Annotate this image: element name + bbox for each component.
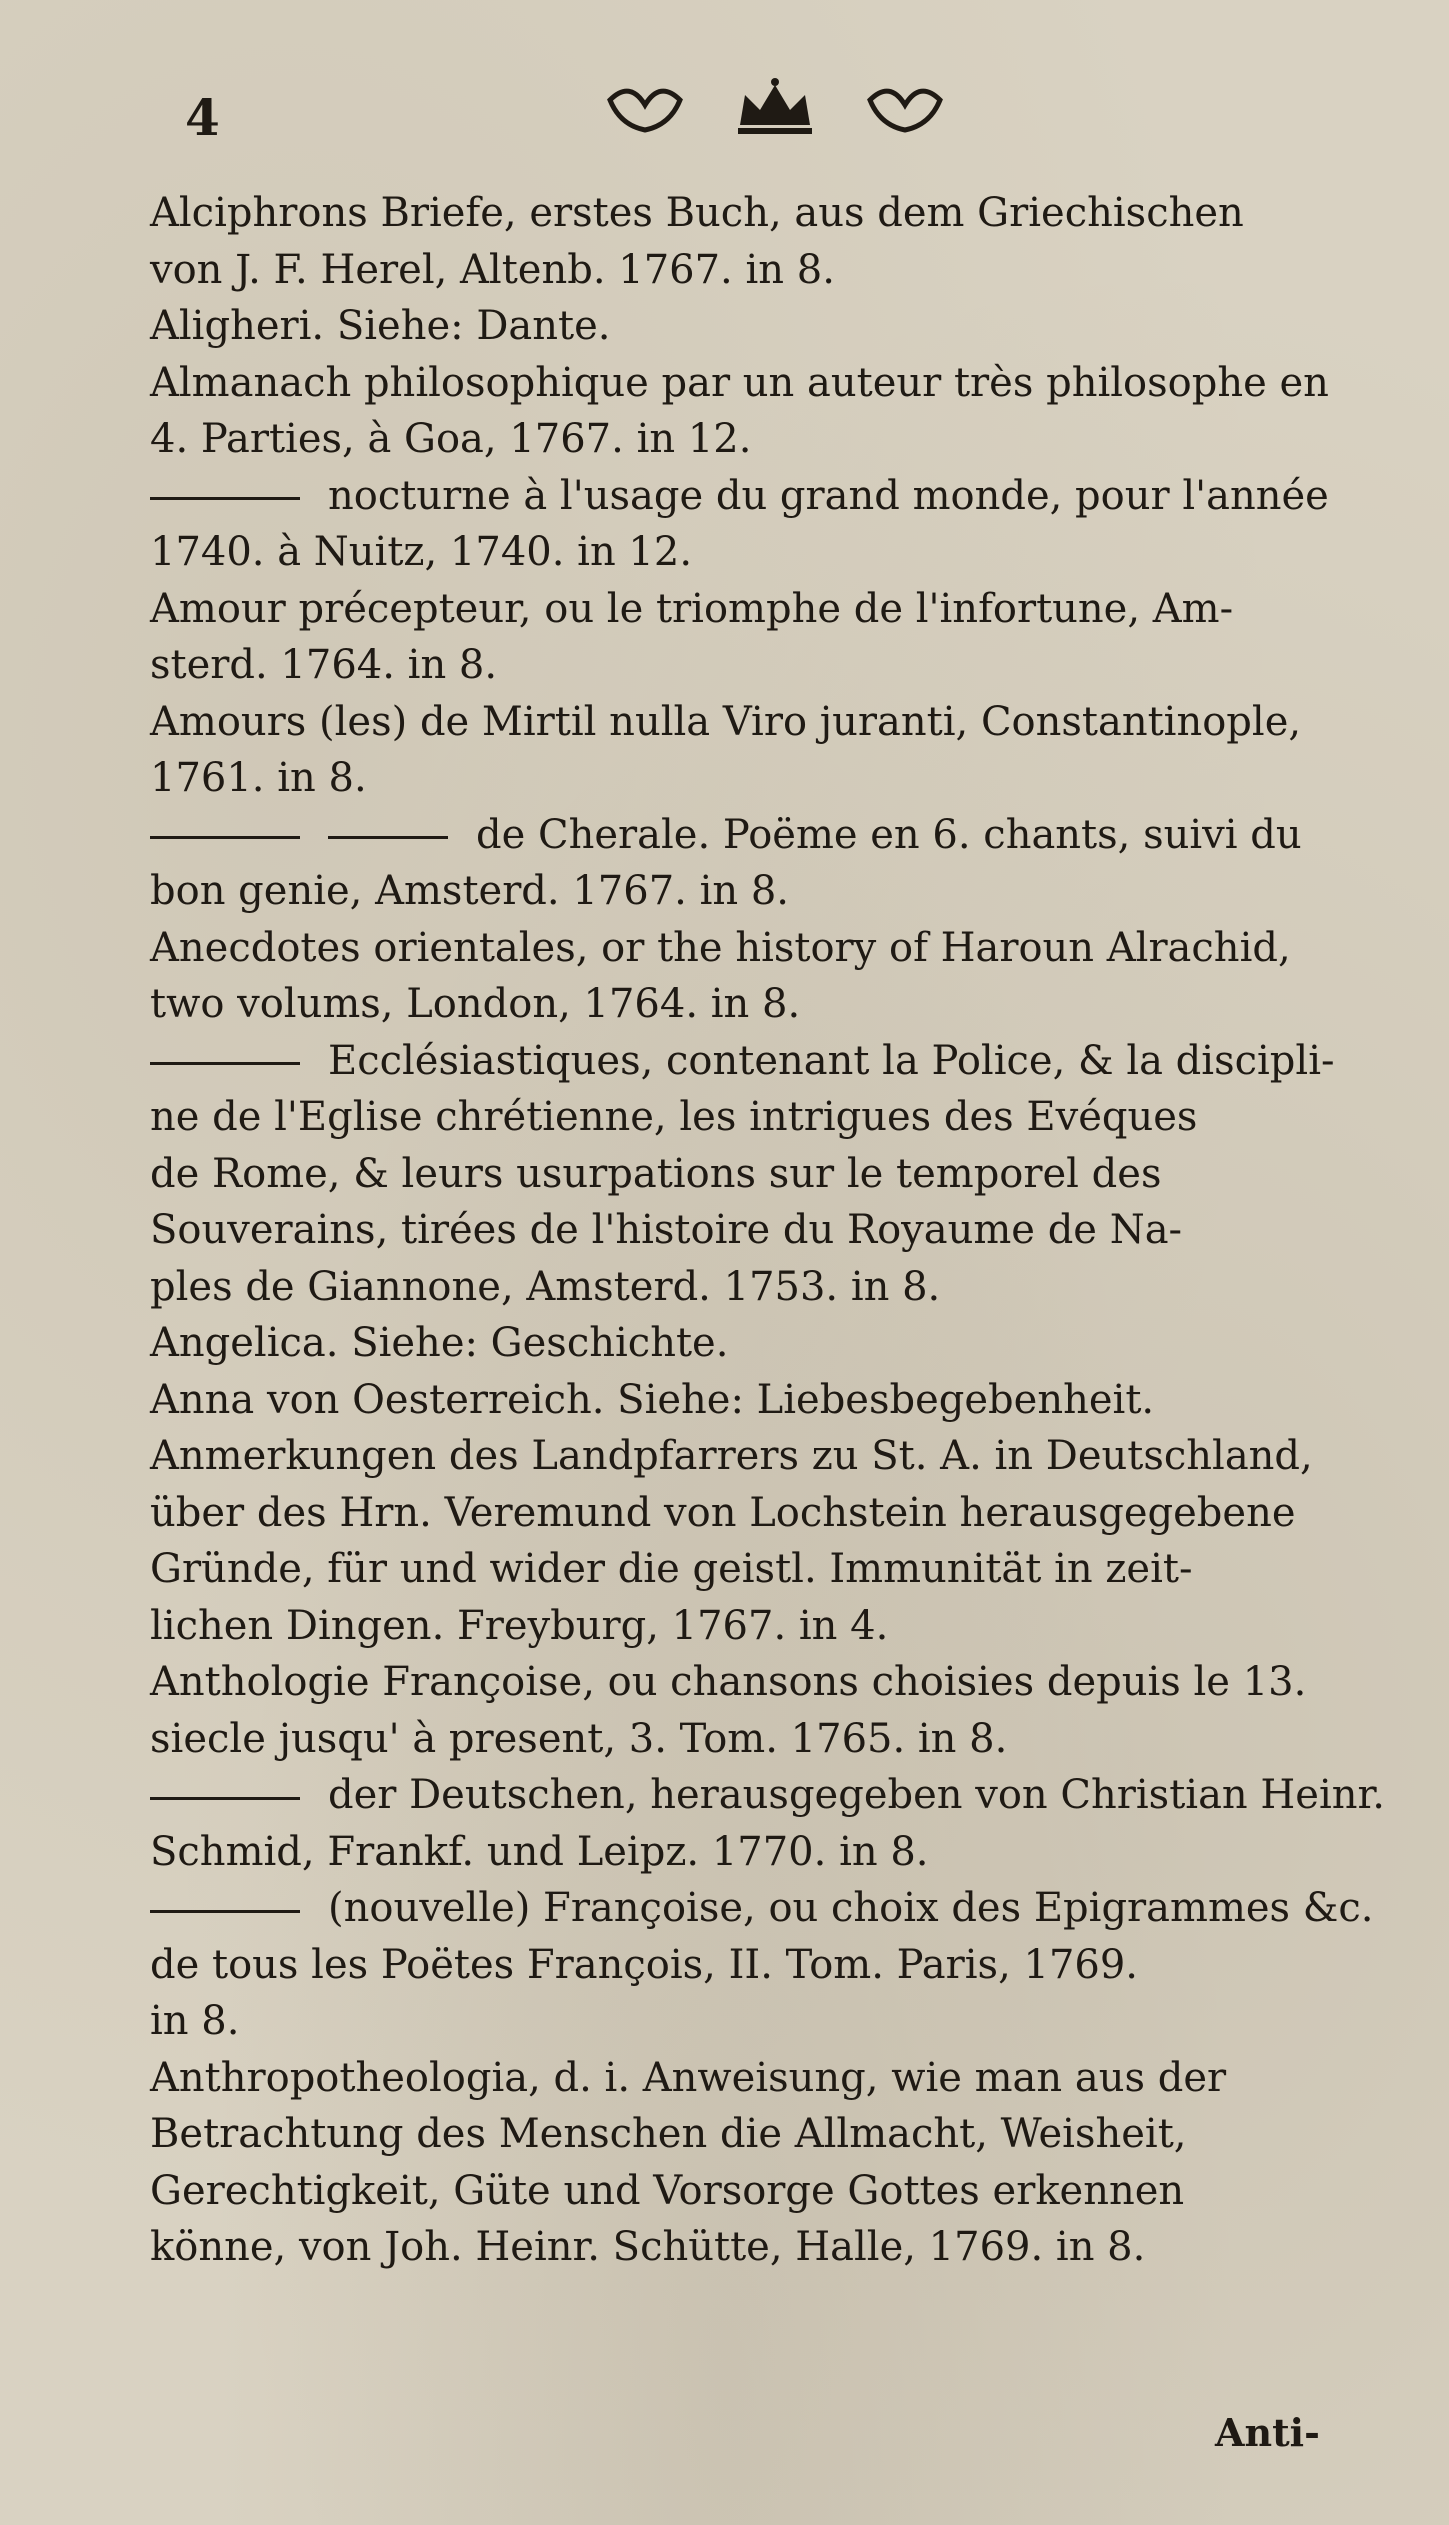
entry-line: 1761. in 8.	[150, 755, 367, 801]
catalog-entry	[150, 1315, 1400, 1372]
entry-line: Gerechtigkeit, Güte und Vorsorge Gottes erkennen	[150, 2167, 1185, 2214]
catalog-entry	[150, 185, 1400, 298]
ditto-dash	[328, 836, 448, 839]
entry-line: könne, von Joh. Heinr. Schütte, Halle, 1769. in 8.	[150, 2224, 1146, 2270]
ditto-dash	[150, 836, 300, 839]
entry-line: über des Hrn. Veremund von Lochstein herausgegebene	[150, 1489, 1296, 1536]
ditto-dash	[150, 497, 300, 500]
catchword: Anti-	[1215, 2410, 1320, 2455]
entry-line: 4. Parties, à Goa, 1767. in 12.	[150, 416, 752, 462]
entry-line: siecle jusqu' à present, 3. Tom. 1765. in 8.	[150, 1715, 1008, 1762]
catalog-entry	[150, 807, 1400, 920]
catalog-entry	[150, 298, 1400, 355]
catalog-entry	[150, 468, 1400, 581]
page-number: 4	[185, 88, 220, 147]
entry-line: Amours (les) de Mirtil nulla Viro juranti, Constantinople,	[150, 698, 1302, 745]
catalog-entry	[150, 355, 1400, 468]
entry-line: Betrachtung des Menschen die Allmacht, Weisheit,	[150, 2111, 1187, 2157]
entry-line: Anmerkungen des Landpfarrers zu St. A. in Deutschland,	[150, 1433, 1313, 1479]
ditto-dash	[150, 1910, 300, 1913]
entry-line: Anecdotes orientales, or the history of Haroun Alrachid,	[150, 924, 1291, 971]
catalog-entry	[150, 1428, 1400, 1654]
catalog-entry	[150, 1372, 1400, 1429]
entry-line: Almanach philosophique par un auteur très philosophe en	[150, 359, 1329, 406]
entry-line: Gründe, für und wider die geistl. Immunität in zeit-	[150, 1546, 1193, 1592]
entry-line: Anna von Oesterreich. Siehe: Liebesbegebenheit.	[150, 1376, 1155, 1423]
catalog-entry	[150, 1880, 1400, 2050]
entry-line: de tous les Poëtes François, II. Tom. Paris, 1769.	[150, 1941, 1139, 1988]
entry-line: lichen Dingen. Freyburg, 1767. in 4.	[150, 1602, 889, 1649]
entry-line: nocturne à l'usage du grand monde, pour l'année	[328, 472, 1329, 519]
entry-list	[150, 185, 1400, 2276]
entry-line: Angelica. Siehe: Geschichte.	[150, 1320, 729, 1366]
catalog-entry	[150, 581, 1400, 694]
entry-line: two volums, London, 1764. in 8.	[150, 981, 801, 1027]
catalog-entry	[150, 1767, 1400, 1880]
entry-line: Souverains, tirées de l'histoire du Royaume de Na-	[150, 1207, 1183, 1253]
entry-line: ples de Giannone, Amsterd. 1753. in 8.	[150, 1263, 941, 1310]
entry-line: Ecclésiastiques, contenant la Police, & la discipli-	[328, 1037, 1335, 1084]
entry-line: Anthropotheologia, d. i. Anweisung, wie man aus der	[150, 2054, 1227, 2101]
entry-line: Anthologie Françoise, ou chansons choisies depuis le 13.	[150, 1659, 1307, 1705]
entry-line: (nouvelle) Françoise, ou choix des Epigrammes &c.	[328, 1885, 1374, 1931]
entry-line: Schmid, Frankf. und Leipz. 1770. in 8.	[150, 1828, 929, 1875]
entry-line: Aligheri. Siehe: Dante.	[150, 303, 611, 349]
catalog-entry	[150, 1654, 1400, 1767]
entry-line: 1740. à Nuitz, 1740. in 12.	[150, 529, 693, 575]
entry-line: Alciphrons Briefe, erstes Buch, aus dem Griechischen	[150, 190, 1244, 236]
entry-line: Amour précepteur, ou le triomphe de l'infortune, Am-	[150, 585, 1234, 632]
catalog-entry	[150, 2050, 1400, 2276]
catalog-entry	[150, 920, 1400, 1033]
entry-line: der Deutschen, herausgegeben von Christian Heinr.	[328, 1772, 1385, 1818]
ditto-dash	[150, 1062, 300, 1065]
entry-line: bon genie, Amsterd. 1767. in 8.	[150, 868, 790, 914]
catalog-entry	[150, 1033, 1400, 1316]
entry-line: ne de l'Eglise chrétienne, les intrigues des Evéques	[150, 1094, 1198, 1140]
catalog-entry	[150, 694, 1400, 807]
entry-line: de Cherale. Poëme en 6. chants, suivi du	[476, 811, 1302, 858]
entry-line: von J. F. Herel, Altenb. 1767. in 8.	[150, 246, 835, 293]
ditto-dash	[150, 1797, 300, 1800]
entry-line: de Rome, & leurs usurpations sur le temporel des	[150, 1150, 1162, 1197]
entry-line: sterd. 1764. in 8.	[150, 642, 498, 688]
crown-ornament-icon	[600, 70, 950, 150]
entry-line: in 8.	[150, 1998, 240, 2044]
